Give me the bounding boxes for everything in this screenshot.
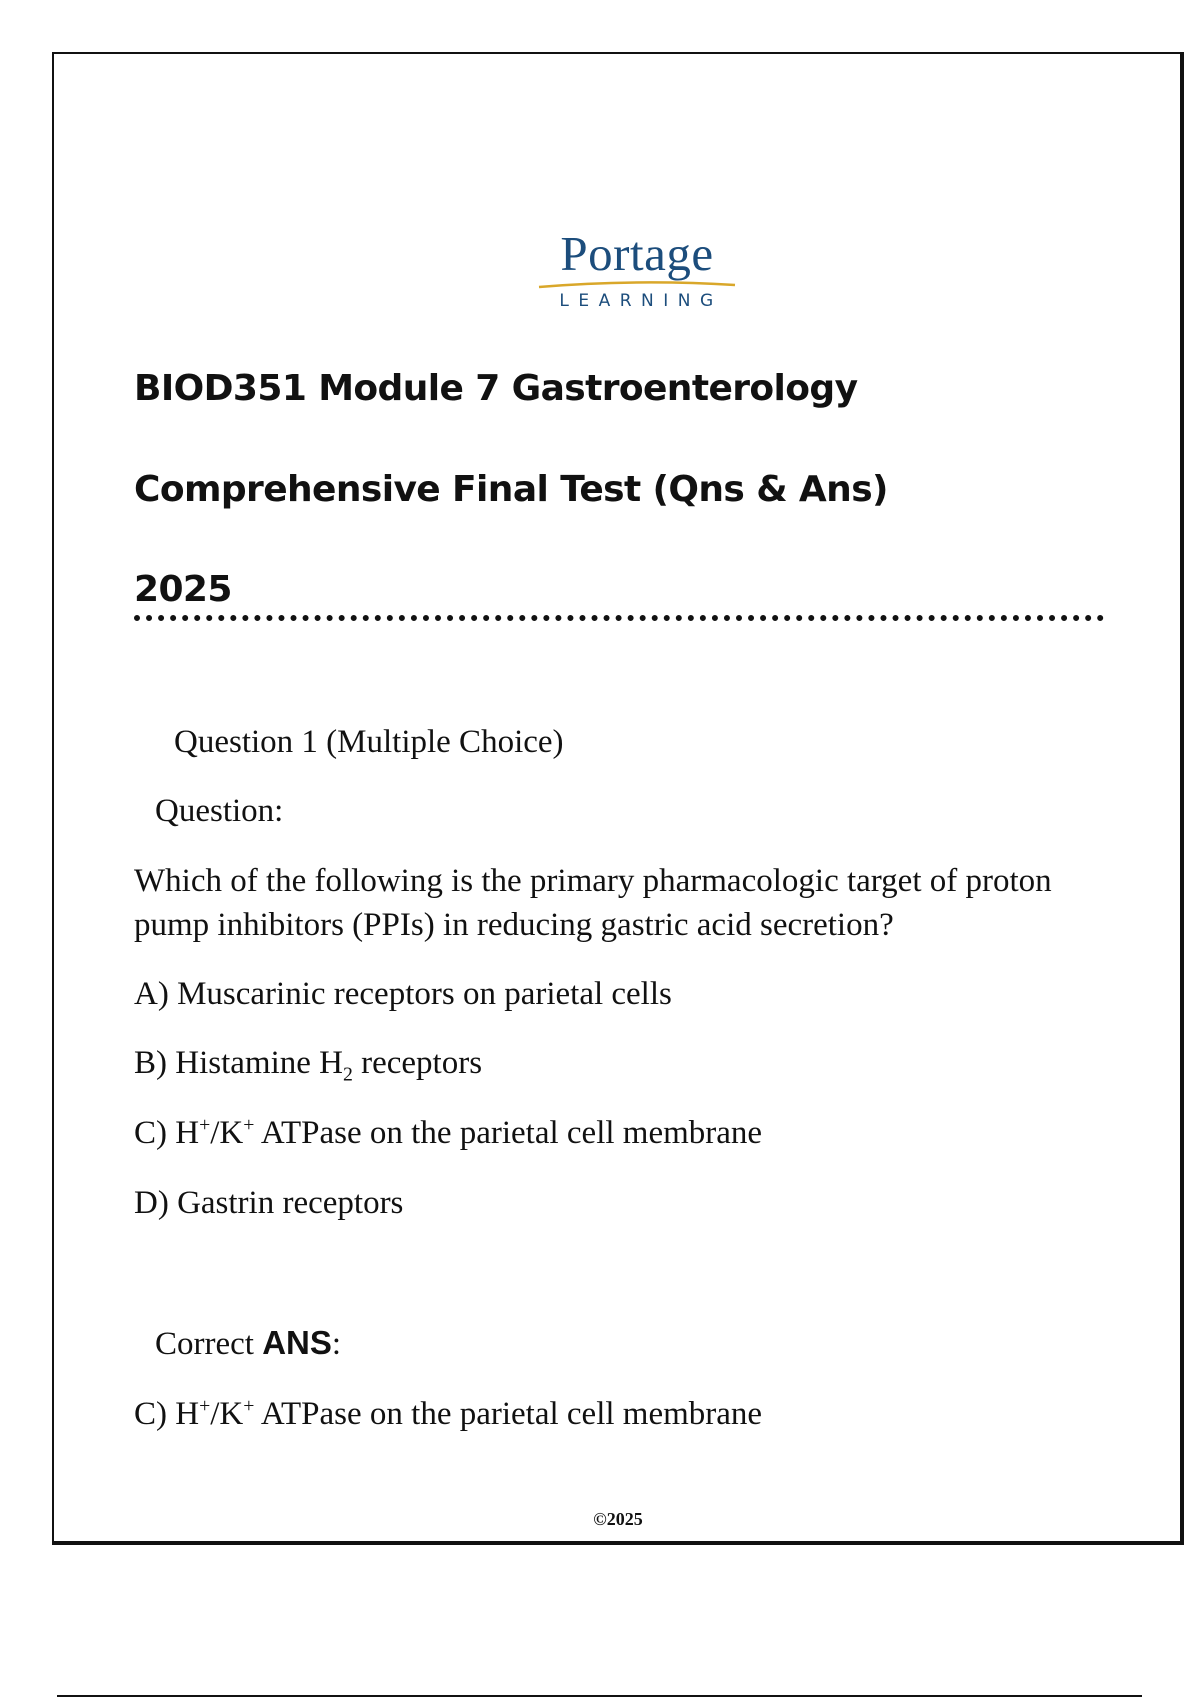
option-a: A) Muscarinic receptors on parietal cells xyxy=(134,976,672,1012)
correct-answer xyxy=(134,1393,762,1435)
option-b-subscript: 2 xyxy=(342,1063,353,1086)
title-year: 2025 xyxy=(134,569,232,610)
answer-superscript-1: + xyxy=(199,1395,211,1417)
answer-prefix: C) H xyxy=(134,1396,200,1432)
bottom-divider xyxy=(57,1695,1142,1697)
option-c xyxy=(134,1112,762,1154)
option-b xyxy=(134,1042,482,1084)
dotted-divider xyxy=(134,615,1104,621)
answer-suffix: ATPase on the parietal cell membrane xyxy=(254,1396,763,1432)
option-b-prefix: B) Histamine H xyxy=(134,1045,343,1081)
option-c-mid: /K xyxy=(210,1115,244,1151)
answer-label-suffix: : xyxy=(331,1326,342,1362)
option-c-superscript-2: + xyxy=(243,1114,255,1136)
option-c-suffix: ATPase on the parietal cell membrane xyxy=(254,1115,763,1151)
portage-learning-logo xyxy=(532,228,742,311)
answer-label-strong: ANS xyxy=(262,1324,332,1361)
answer-label-prefix: Correct xyxy=(155,1326,263,1362)
option-c-superscript-1: + xyxy=(199,1114,211,1136)
title-line-2: Comprehensive Final Test (Qns & Ans) xyxy=(134,469,888,510)
logo-subtitle: LEARNING xyxy=(559,291,723,311)
logo-swoosh-icon xyxy=(537,281,737,289)
question-heading: Question 1 (Multiple Choice) xyxy=(174,724,564,760)
answer-superscript-2: + xyxy=(243,1395,255,1417)
option-d: D) Gastrin receptors xyxy=(134,1185,404,1221)
option-c-prefix: C) H xyxy=(134,1115,200,1151)
question-text: Which of the following is the primary pharmacologic target of proton pump inhibitors (PPIs) in reducing gastric acid secretion? xyxy=(134,863,1052,943)
option-b-suffix: receptors xyxy=(352,1045,483,1081)
question-label: Question: xyxy=(155,793,284,829)
logo-brand: Portage xyxy=(560,226,714,281)
title-line-1: BIOD351 Module 7 Gastroenterology xyxy=(134,368,858,409)
answer-label xyxy=(155,1322,341,1365)
copyright-footer: ©2025 xyxy=(593,1509,643,1529)
answer-mid: /K xyxy=(210,1396,244,1432)
